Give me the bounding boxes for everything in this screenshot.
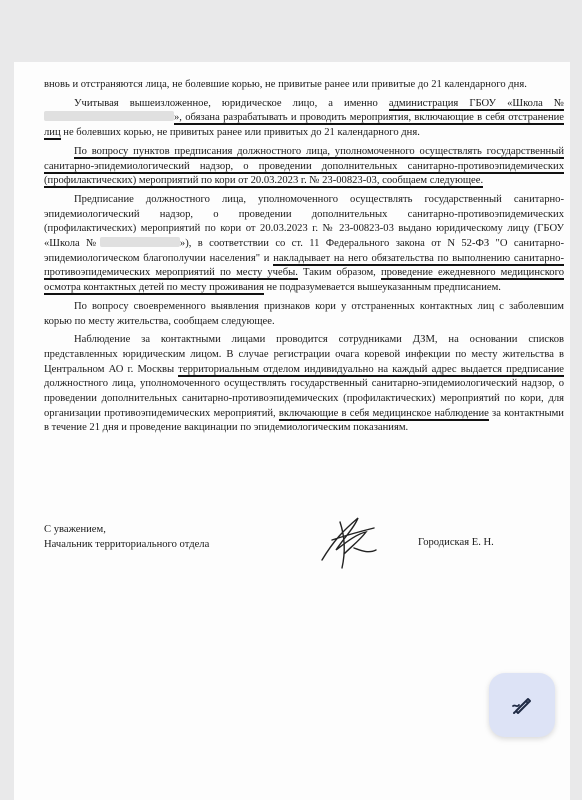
paragraph: По вопросу своевременного выявления признаков кори у отстраненных контактных лиц с заболевшим корью по месту жительства, сообщаем следующее. bbox=[44, 300, 564, 327]
edit-fab-button[interactable] bbox=[489, 673, 555, 737]
pen-edit-icon bbox=[509, 692, 535, 718]
signature-image bbox=[314, 510, 384, 572]
redaction bbox=[100, 237, 180, 247]
paragraph: вновь и отстраняются лица, не болевшие корью, не привитые ранее или привитые до 21 календарного дня. bbox=[44, 79, 527, 90]
closing-position: Начальник территориального отдела bbox=[44, 539, 210, 550]
signer-name: Городиская Е. Н. bbox=[418, 537, 494, 548]
closing-block bbox=[44, 522, 209, 552]
paragraph: По вопросу пунктов предписания должностного лица, уполномоченного осуществлять государственный санитарно-эпидемиологический надзор, о проведении дополнительных санитарно-противоэпидемических (профилактических) мероприятий по кори от 20.03.2023 г. № 23-00823-03, сообщаем следующее. bbox=[44, 145, 564, 187]
paragraph: Предписание должностного лица, уполномоченного осуществлять государственный санитарно-эпидемиологический надзор, о проведении дополнительных санитарно-противоэпидемических (профилактических) мероприятий по кори от 20.03.2023 г. № 23-00823-03 выдано юридическому лицу (ГБОУ «Школа № »), в соответствии со ст. 11 Федерального закона от N 52-ФЗ "О санитарно-эпидемиологическом благополучии населения" и накладывает на него обязательства по выполнению санитарно-противоэпидемических мероприятий по месту учебы. Таким образом, проведение ежедневного медицинского осмотра контактных детей по месту проживания не подразумевается вышеуказанным предписанием. bbox=[44, 193, 564, 294]
document-page bbox=[14, 62, 570, 800]
document-body bbox=[44, 78, 564, 440]
paragraph: Наблюдение за контактными лицами проводится сотрудниками ДЗМ, на основании списков представленных юридическим лицом. В случае регистрации очага коревой инфекции по месту жительства в Центральном АО г. Москвы территориальным отделом индивидуально на каждый адрес выдается предписание должностного лица, уполномоченного осуществлять государственный санитарно-эпидемиологический надзор, о проведении дополнительных санитарно-противоэпидемических (профилактических) мероприятий по кори, для организации противоэпидемических мероприятий, включающие в себя медицинское наблюдение за контактными в течение 21 дня и проведение вакцинации по эпидемиологическим показаниям. bbox=[44, 334, 564, 434]
paragraph: Учитывая вышеизложенное, юридическое лицо, а именно администрация ГБОУ «Школа №», обязана разрабатывать и проводить мероприятия, включающие в себя отстранение лиц не болевших корью, не привитых ранее или привитых до 21 календарного дня. bbox=[44, 97, 564, 139]
redaction bbox=[44, 111, 174, 121]
closing-regards: С уважением, bbox=[44, 524, 106, 535]
